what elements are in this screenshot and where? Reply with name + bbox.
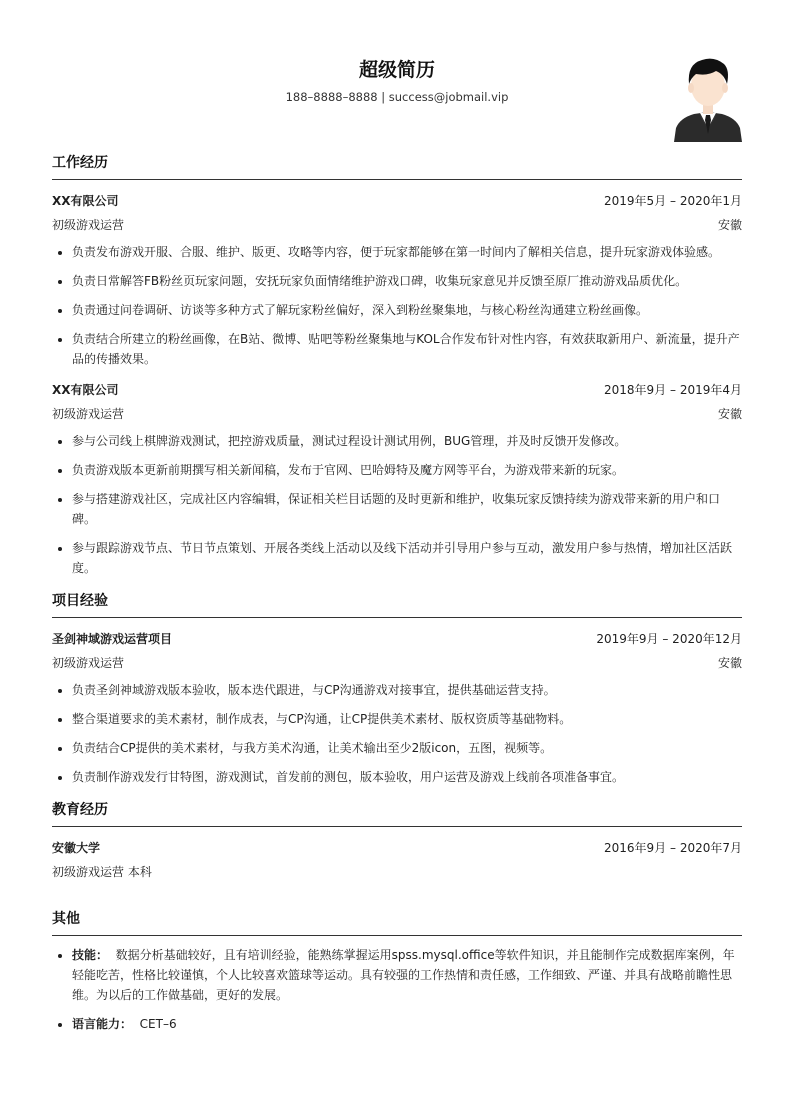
- work-org: XX有限公司: [52, 383, 119, 397]
- education-section: [52, 799, 742, 884]
- resume-header: [52, 0, 742, 150]
- project-name: 圣剑神域游戏运营项目: [52, 632, 173, 646]
- list-item: • 负责游戏版本更新前期撰写相关新闻稿，发布于官网、巴哈姆特及魔方网等平台，为游戏带来新的玩家。: [72, 460, 742, 480]
- work-location: 安徽: [717, 407, 742, 421]
- section-title-education: 教育经历: [52, 799, 742, 827]
- list-item: • 整合渠道要求的美术素材，制作成表，与CP沟通，让CP提供美术素材、版权资质等基础物料。: [72, 709, 742, 729]
- language-text: CET–6: [139, 1017, 177, 1031]
- work-location: 安徽: [717, 218, 742, 232]
- list-item-language: [72, 1014, 742, 1034]
- other-list: [52, 945, 742, 1034]
- skills-text: 数据分析基础较好，且有培训经验，能熟练掌握运用spss.mysql.office等软件知识，并且能制作完成数据库案例，年轻能吃苦，性格比较谨慎，个人比较喜欢篮球等运动。具有较强的工作热情和责任感，工作细致、严谨、并具有战略前瞻性思维。为以后的工作做基础，更好的发展。: [72, 948, 735, 1002]
- project-duties-list: [52, 680, 742, 787]
- section-title-other: 其他: [52, 908, 742, 936]
- work-date: 2018年9月 – 2019年4月: [604, 383, 742, 397]
- list-item: • 负责通过问卷调研、访谈等多种方式了解玩家粉丝偏好，深入到粉丝聚集地，与核心粉丝沟通建立粉丝画像。: [72, 300, 742, 320]
- project-date: 2019年9月 – 2020年12月: [596, 632, 742, 646]
- list-item: • 负责日常解答FB粉丝页玩家问题，安抚玩家负面情绪维护游戏口碑，收集玩家意见并反馈至原厂推动游戏品质优化。: [72, 271, 742, 291]
- work-date: 2019年5月 – 2020年1月: [604, 194, 742, 208]
- candidate-name: 超级简历: [358, 59, 435, 81]
- list-item: • 参与跟踪游戏节点、节日节点策划、开展各类线上活动以及线下活动并引导用户参与互动，激发用户参与热情，增加社区活跃度。: [72, 538, 742, 578]
- school-name: 安徽大学: [52, 841, 101, 855]
- skills-label: 技能：: [72, 948, 109, 962]
- work-experience-section: [52, 152, 742, 578]
- list-item: • 负责结合CP提供的美术素材，与我方美术沟通，让美术输出至少2版icon，五图，视频等。: [72, 738, 742, 758]
- list-item-skills: [72, 945, 742, 1005]
- list-item: • 负责圣剑神域游戏版本验收，版本迭代跟进，与CP沟通游戏对接事宜，提供基础运营支持。: [72, 680, 742, 700]
- other-section: [52, 908, 742, 1034]
- work-duties-list: [52, 242, 742, 369]
- section-title-project: 项目经验: [52, 590, 742, 618]
- section-title-work: 工作经历: [52, 152, 742, 180]
- work-role: 初级游戏运营: [52, 218, 125, 232]
- project-role: 初级游戏运营: [52, 656, 125, 670]
- avatar-portrait: [672, 54, 744, 142]
- education-detail: 初级游戏运营 本科: [52, 865, 152, 879]
- project-experience-section: [52, 590, 742, 787]
- work-role: 初级游戏运营: [52, 407, 125, 421]
- language-label: 语言能力：: [72, 1017, 133, 1031]
- list-item: • 参与搭建游戏社区，完成社区内容编辑，保证相关栏目话题的及时更新和维护，收集玩家反馈持续为游戏带来新的用户和口碑。: [72, 489, 742, 529]
- project-entry: [52, 627, 742, 787]
- work-entry: [52, 378, 742, 578]
- contact-info: 188–8888–8888 | success@jobmail.vip: [285, 90, 509, 104]
- list-item: • 负责发布游戏开服、合服、维护、版更、攻略等内容，便于玩家都能够在第一时间内了解相关信息，提升玩家游戏体验感。: [72, 242, 742, 262]
- list-item: • 参与公司线上棋牌游戏测试，把控游戏质量，测试过程设计测试用例，BUG管理，并及时反馈开发修改。: [72, 431, 742, 451]
- work-entry: [52, 189, 742, 369]
- work-org: XX有限公司: [52, 194, 119, 208]
- education-date: 2016年9月 – 2020年7月: [604, 841, 742, 855]
- list-item: • 负责制作游戏发行甘特图，游戏测试，首发前的测包，版本验收，用户运营及游戏上线前各项准备事宜。: [72, 767, 742, 787]
- work-duties-list: [52, 431, 742, 578]
- project-location: 安徽: [717, 656, 742, 670]
- list-item: • 负责结合所建立的粉丝画像，在B站、微博、贴吧等粉丝聚集地与KOL合作发布针对性内容，有效获取新用户、新流量，提升产品的传播效果。: [72, 329, 742, 369]
